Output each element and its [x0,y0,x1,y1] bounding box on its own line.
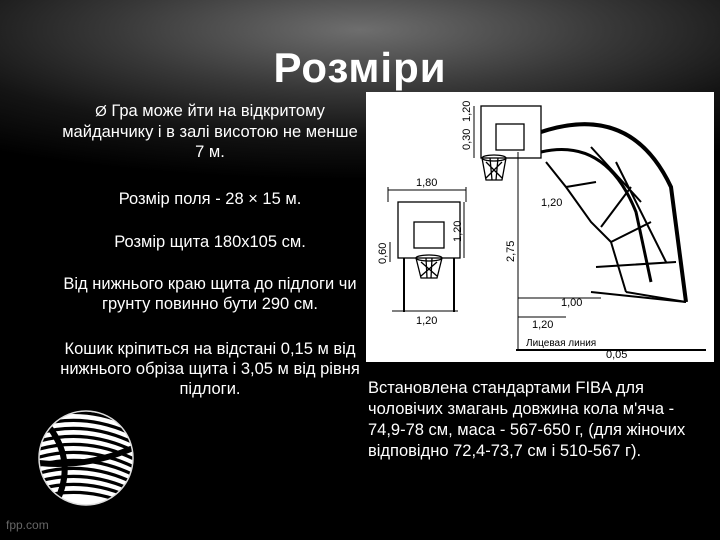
bullet-text: Гра може йти на відкритому майданчику і в залі висотою не менше 7 м. [62,102,358,161]
label-baseline: Лицевая линия [526,338,597,349]
label-120-lower: 1,20 [532,319,554,331]
label-120-top: 1,20 [541,197,563,209]
label-005: 0,05 [606,349,628,361]
bullet-paragraph [60,101,360,162]
backboard-height-text: Від нижнього краю щита до підлоги чи грунту повинно бути 290 см. [63,275,357,313]
label-120-side: 1,20 [452,220,464,242]
slide-title: Розміри [273,44,447,91]
backboard-dimension-drawing [366,92,714,362]
fiba-ball-text: Встановлена стандартами FIBA для чоловічих змагань довжина кола м'яча - 74,9-78 см, маса - 567-650 г, (для жіночих відповідно 72,4-73,7 см і 510-567 г). [368,379,686,460]
backboard-size-text: Розмір щита 180х105 см. [114,233,306,251]
label-030: 0,30 [461,128,473,150]
label-275: 2,75 [505,240,517,262]
basket-position-text: Кошик кріпиться на відстані 0,15 м від нижнього обріза щита і 3,05 м від рівня підлоги. [60,340,360,398]
label-120-bottom: 1,20 [416,315,438,327]
side-backboard-inner [496,124,524,150]
watermark: fpp.com [6,518,49,532]
label-060: 0,60 [377,242,389,264]
stand-lower-arm [541,150,651,283]
field-size-text: Розмір поля - 28 × 15 м. [118,190,302,208]
bullet-marker: Ø [95,103,107,120]
label-120-vertical: 1,20 [461,100,473,122]
front-backboard [398,202,460,258]
front-backboard-inner [414,222,444,248]
drawing-svg [366,92,714,362]
label-180: 1,80 [416,177,438,189]
basketball-icon [36,408,136,508]
label-100: 1,00 [561,297,583,309]
